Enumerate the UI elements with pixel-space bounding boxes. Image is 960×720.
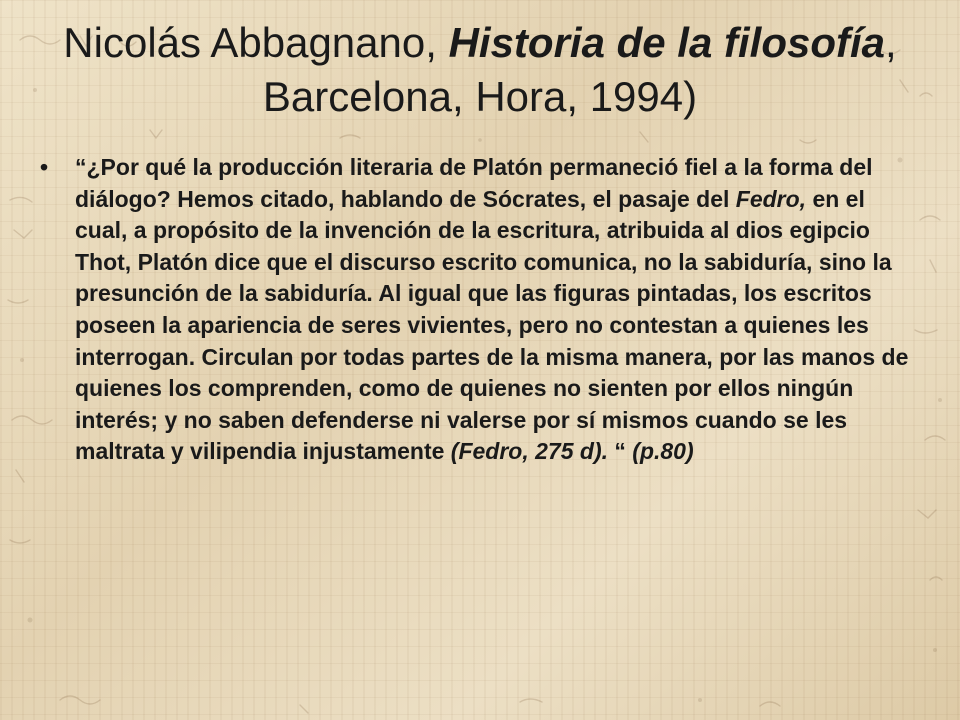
quote-open-mark: “ [75, 154, 87, 180]
title-author: Nicolás Abbagnano, [63, 19, 449, 66]
title-work: Historia de la filosofía [448, 19, 886, 66]
quote-text-part1: ¿Por qué la producción literaria de Platón permaneció fiel a la forma del diálogo? Hemos citado, hablando de Sócrates, el pasaje del [75, 154, 873, 212]
quote-page-ref: (p.80) [632, 438, 694, 465]
quote-citation: (Fedro, 275 d). [450, 438, 608, 465]
slide-title [40, 16, 920, 124]
quote-list [40, 152, 912, 468]
quote-close-mark: “ [608, 438, 633, 465]
quote-text-part2: en el cual, a propósito de la invención de la escritura, atribuida al dios egipcio Thot, Platón dice que el discurso escrito comunica, no la sabiduría, sino la presunción de la sabiduría. Al igual que las figuras pintadas, los escritos poseen la apariencia de seres vivientes, pero no contestan a quienes les interrogan. Circulan por todas partes de la misma manera, por las manos de quienes los comprenden, como de quienes no sienten por ellos ningún interés; y no saben defenderse ni valerse por sí mismos cuando se les maltrata y vilipendia injustamente [75, 185, 909, 465]
quote-item [40, 152, 912, 468]
title-publisher: , Barcelona, Hora, 1994) [262, 19, 897, 120]
bullet-icon: • [40, 154, 49, 180]
quote-work-name: Fedro, [735, 185, 807, 212]
